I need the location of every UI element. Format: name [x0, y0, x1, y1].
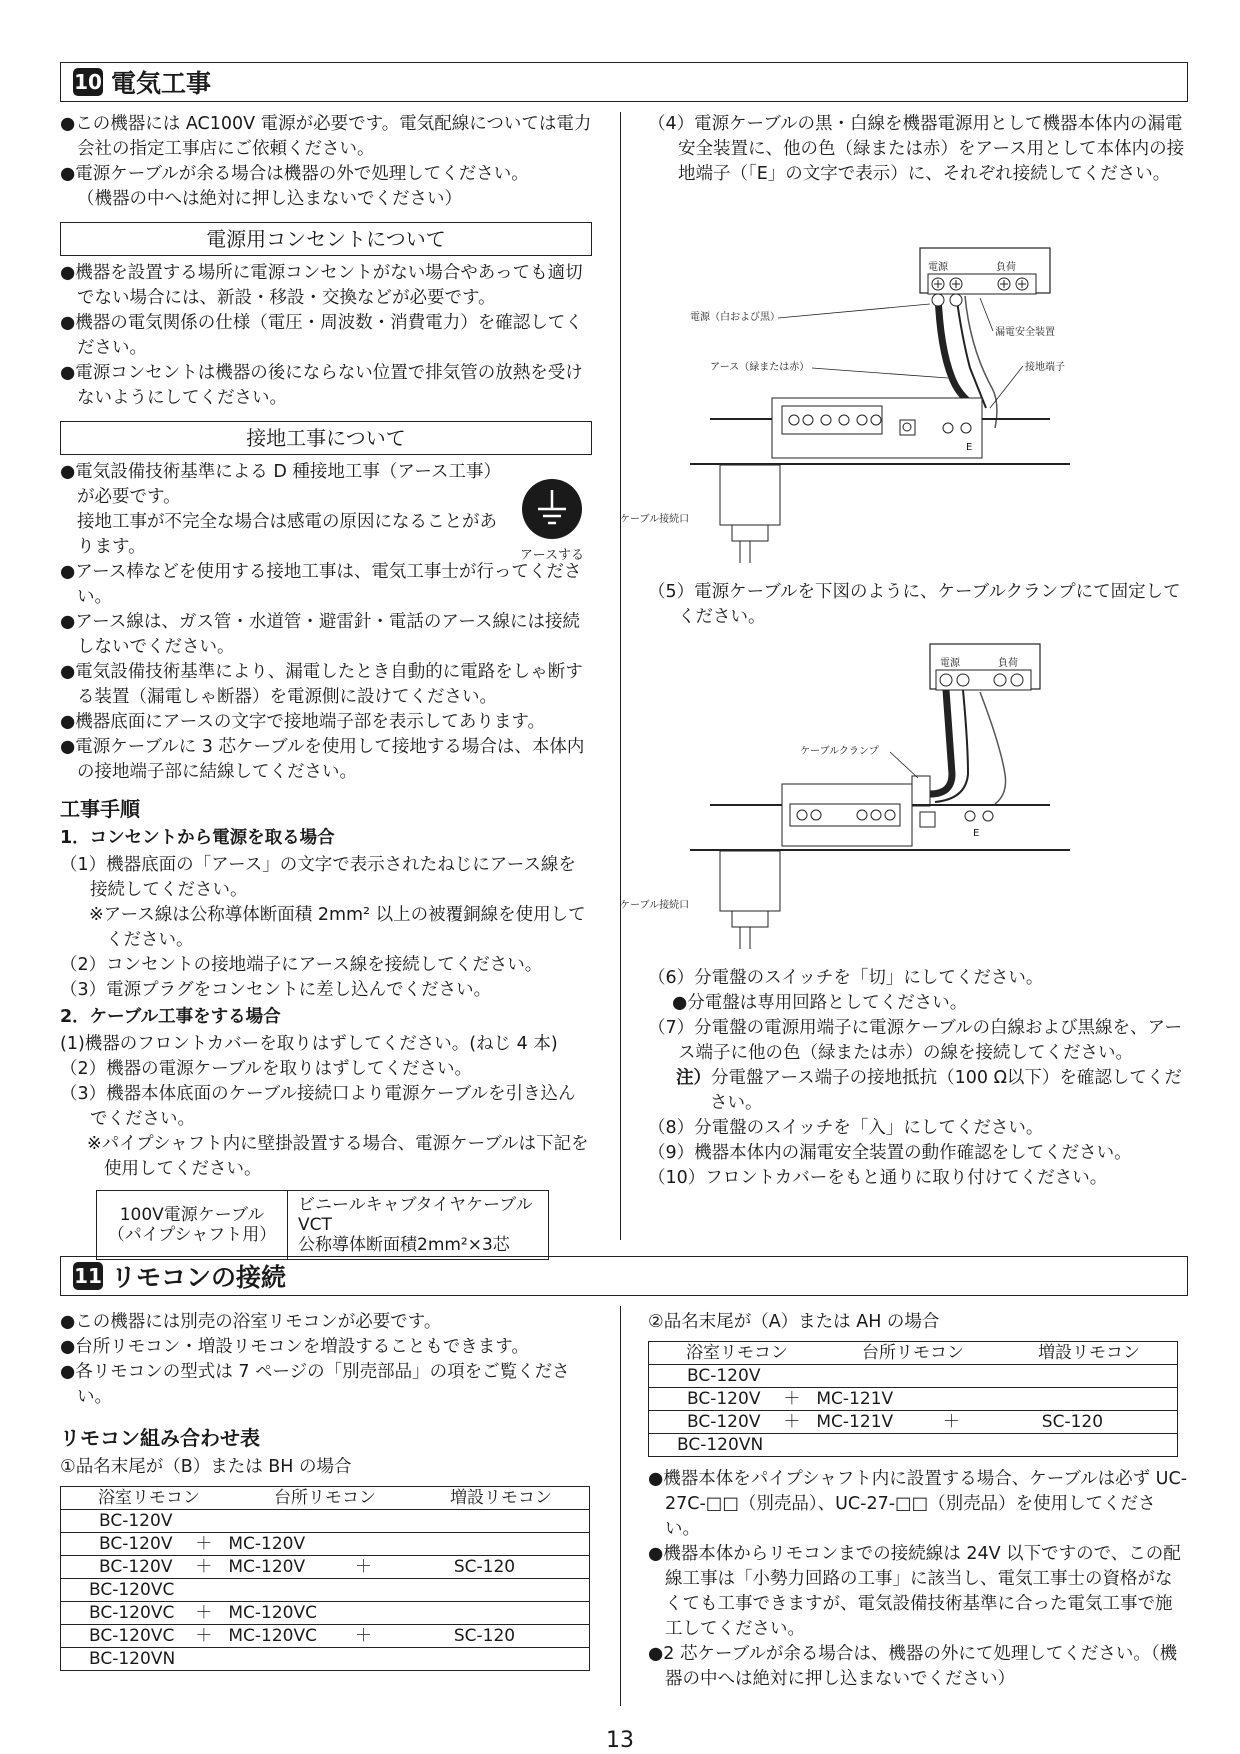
table-cell — [935, 1388, 968, 1411]
step-7-note — [648, 1066, 1188, 1116]
table-cell — [968, 1388, 1178, 1411]
table-cell: ＋ — [347, 1625, 380, 1648]
table-cell — [187, 1579, 220, 1602]
table-row — [61, 1648, 590, 1671]
diagram2-power-label: 電源 — [940, 658, 960, 669]
ground-item: ●電気設備技術基準による D 種接地工事（アース工事）が必要です。 — [60, 462, 501, 507]
procedure-title: 工事手順 — [60, 797, 140, 821]
procedure-2-title: 2．ケーブル工事をする場合 — [60, 1007, 281, 1027]
section-10-right-column — [648, 112, 1188, 187]
table-cell — [935, 1365, 968, 1388]
remote-intro-item: ●各リモコンの型式は 7 ページの「別売部品」の項をご覧ください。 — [60, 1362, 570, 1407]
table-cell: ＋ — [775, 1411, 808, 1434]
table-cell — [347, 1648, 380, 1671]
table-cell: MC-121V — [808, 1411, 934, 1434]
table-cell: BC-120V — [649, 1388, 776, 1411]
table-a-caption: ②品名末尾が（A）または AH の場合 — [648, 1312, 940, 1332]
table-row — [61, 1510, 590, 1533]
intro-item: ●電源ケーブルが余る場合は機器の外で処理してください。 — [60, 164, 529, 184]
table-cell: SC-120 — [968, 1411, 1178, 1434]
step-5-block — [648, 580, 1188, 630]
section-11-title: リモコンの接続 — [111, 1263, 287, 1292]
table-row — [61, 1625, 590, 1648]
earth-symbol — [512, 478, 592, 563]
table-cell: BC-120VN — [649, 1434, 776, 1457]
cable-spec-right — [288, 1191, 549, 1260]
procedure-step: （2）コンセントの接地端子にアース線を接続してください。 — [60, 955, 543, 975]
ground-note: 接地工事が不完全な場合は感電の原因になることがあります。 — [77, 512, 497, 557]
table-header-row — [649, 1342, 1178, 1365]
remote-table-a-body — [648, 1364, 1178, 1457]
ground-section-title: 接地工事について — [60, 421, 592, 455]
table-cell — [220, 1510, 347, 1533]
steps-6-10-block — [648, 966, 1188, 1191]
diagram2-clamp-label: ケーブルクランプ — [800, 746, 879, 757]
table-cell — [968, 1434, 1178, 1457]
table-cell: MC-120VC — [220, 1602, 347, 1625]
cable-spec-left — [97, 1191, 288, 1260]
table-cell: BC-120VC — [61, 1602, 188, 1625]
procedure-step: （3）電源プラグをコンセントに差し込んでください。 — [60, 980, 492, 1000]
step-4: （4）電源ケーブルの黒・白線を機器電源用として機器本体内の漏電安全装置に、他の色（緑または赤）をアース用として本体内の接地端子（「E」の文字で表示）に、それぞれ接続してください。 — [648, 114, 1185, 184]
procedure-step: （1）機器底面の「アース」の文字で表示されたねじにアース線を接続してください。 — [60, 855, 576, 900]
remote-note-item: ●2 芯ケーブルが余る場合は、機器の外にて処理してください。（機器の中へは絶対に押し込まないでください） — [648, 1644, 1178, 1689]
table-row — [649, 1411, 1178, 1434]
cable-spec-text: VCT — [298, 1215, 332, 1235]
wiring-diagram-2 — [620, 644, 1090, 954]
table-cell — [380, 1533, 590, 1556]
section-10-number: 10 — [74, 70, 102, 94]
remote-note-item: ●機器本体をパイプシャフト内に設置する場合、ケーブルは必ず UC-27C-□□（別売品）、UC-27-□□（別売品）を使用してください。 — [648, 1469, 1188, 1539]
table-cell: MC-120V — [220, 1556, 347, 1579]
ground-item: ●機器底面にアースの文字で接地端子部を表示してあります。 — [60, 712, 545, 732]
table-cell: ＋ — [187, 1556, 220, 1579]
column-divider — [620, 112, 621, 1240]
table-row — [649, 1388, 1178, 1411]
table-cell — [775, 1365, 808, 1388]
table-cell: BC-120V — [649, 1365, 776, 1388]
procedure-note: ※アース線は公称導体断面積 2mm² 以上の被覆銅線を使用してください。 — [89, 905, 586, 950]
procedure-step: （3）機器本体底面のケーブル接続口より電源ケーブルを引き込んでください。 — [60, 1084, 576, 1129]
header-cell: 台所リモコン — [237, 1487, 413, 1510]
earth-label: アースする — [520, 548, 584, 563]
cable-spec-table — [96, 1190, 549, 1260]
table-cell — [380, 1602, 590, 1625]
table-row — [61, 1602, 590, 1625]
remote-table-a — [648, 1341, 1178, 1365]
table-cell — [187, 1648, 220, 1671]
section-11-left-column — [60, 1310, 592, 1671]
table-cell — [808, 1434, 934, 1457]
table-cell — [347, 1510, 380, 1533]
table-cell — [347, 1602, 380, 1625]
diagram1-load-label: 負荷 — [996, 262, 1016, 273]
table-cell — [968, 1365, 1178, 1388]
header-cell: 増設リモコン — [413, 1487, 590, 1510]
note-text: 分電盤アース端子の接地抵抗（100 Ω以下）を確認してください。 — [710, 1068, 1182, 1113]
table-cell — [220, 1648, 347, 1671]
table-cell: MC-120V — [220, 1533, 347, 1556]
ground-item: ●電気設備技術基準により、漏電したとき自動的に電路をしゃ断する装置（漏電しゃ断器）を電源側に設けてください。 — [60, 662, 583, 707]
table-cell — [775, 1434, 808, 1457]
outlet-item: ●機器を設置する場所に電源コンセントがない場合やあっても適切でない場合には、新設・移設・交換などが必要です。 — [60, 263, 583, 308]
procedure-1-title: 1．コンセントから電源を取る場合 — [60, 828, 335, 848]
table-row — [649, 1434, 1178, 1457]
diagram2-cable-port-label: ケーブル接続口 — [620, 900, 690, 911]
header-cell: 浴室リモコン — [649, 1342, 826, 1365]
cable-spec-text: （パイプシャフト用） — [107, 1225, 277, 1245]
table-cell: ＋ — [187, 1602, 220, 1625]
step-6: （6）分電盤のスイッチを「切」にしてください。 — [648, 968, 1044, 988]
remote-intro-item: ●この機器には別売の浴室リモコンが必要です。 — [60, 1312, 442, 1332]
remote-table-b — [60, 1486, 590, 1510]
table-header-row — [61, 1487, 590, 1510]
table-cell: BC-120V — [649, 1411, 776, 1434]
step-8: （8）分電盤のスイッチを「入」にしてください。 — [648, 1118, 1044, 1138]
table-cell: ＋ — [187, 1625, 220, 1648]
procedure-note: ※パイプシャフト内に壁掛設置する場合、電源ケーブルは下記を使用してください。 — [87, 1134, 589, 1179]
procedure-step: (1)機器のフロントカバーを取りはずしてください。(ねじ 4 本) — [60, 1034, 558, 1054]
outlet-section-title: 電源用コンセントについて — [60, 222, 592, 256]
earth-ground-icon — [521, 478, 583, 540]
step-5: （5）電源ケーブルを下図のように、ケーブルクランプにて固定してください。 — [648, 582, 1181, 627]
diagram1-power-wires-label: 電源（白および黒） — [690, 312, 780, 323]
table-cell: BC-120VC — [61, 1579, 188, 1602]
section-11-header — [60, 1256, 1188, 1296]
table-cell — [808, 1365, 934, 1388]
diagram1-leak-device-label: 漏電安全装置 — [995, 327, 1055, 338]
table-cell: ＋ — [347, 1556, 380, 1579]
table-cell: MC-120VC — [220, 1625, 347, 1648]
header-cell: 増設リモコン — [1001, 1342, 1178, 1365]
cable-spec-text: ビニールキャブタイヤケーブル — [298, 1195, 533, 1215]
step-9: （9）機器本体内の漏電安全装置の動作確認をしてください。 — [648, 1143, 1132, 1163]
diagram2-e-mark: E — [973, 828, 980, 839]
table-cell — [380, 1510, 590, 1533]
step-10: （10）フロントカバーをもと通りに取り付けてください。 — [648, 1168, 1108, 1188]
table-cell — [935, 1434, 968, 1457]
intro-item: ●この機器には AC100V 電源が必要です。電気配線については電力会社の指定工事店にご依頼ください。 — [60, 114, 592, 159]
table-cell: BC-120V — [61, 1510, 188, 1533]
header-cell: 台所リモコン — [825, 1342, 1001, 1365]
intro-note: （機器の中へは絶対に押し込まないでください） — [77, 189, 462, 209]
table-cell: ＋ — [935, 1411, 968, 1434]
table-cell: SC-120 — [380, 1625, 590, 1648]
table-cell — [380, 1579, 590, 1602]
diagram1-e-mark: E — [966, 442, 973, 453]
table-cell — [347, 1579, 380, 1602]
step-6-sub: ●分電盤は専用回路としてください。 — [672, 993, 968, 1013]
procedure-step: （2）機器の電源ケーブルを取りはずしてください。 — [60, 1059, 473, 1079]
ground-item: ●アース線は、ガス管・水道管・避雷針・電話のアース線には接続しないでください。 — [60, 612, 580, 657]
table-cell: BC-120V — [61, 1533, 188, 1556]
remote-note-item: ●機器本体からリモコンまでの接続線は 24V 以下ですので、この配線工事は「小勢力回路の工事」に該当し、電気工事士の資格がなくても工事できますが、電気設備技術基準に合った電気工事で施工してください。 — [648, 1544, 1181, 1639]
cable-spec-text: 100V電源ケーブル — [119, 1205, 265, 1225]
ground-item: ●アース棒などを使用する接地工事は、電気工事士が行ってください。 — [60, 562, 582, 607]
page-number: 13 — [606, 1728, 634, 1753]
column-divider — [620, 1306, 621, 1706]
table-row — [61, 1579, 590, 1602]
section-10-left-column — [60, 112, 592, 1260]
section-11-number: 11 — [74, 1264, 102, 1288]
step-7: （7）分電盤の電源用端子に電源ケーブルの白線および黒線を、アース端子に他の色（緑または赤）の線を接続してください。 — [648, 1018, 1183, 1063]
section-11-right-column — [648, 1310, 1188, 1692]
table-cell — [187, 1510, 220, 1533]
diagram1-ground-terminal-label: 接地端子 — [1025, 362, 1065, 373]
remote-table-b-body — [60, 1509, 590, 1671]
table-cell: ＋ — [187, 1533, 220, 1556]
diagram1-earth-wire-label: アース（緑または赤） — [710, 362, 810, 373]
diagram2-load-label: 負荷 — [998, 658, 1018, 669]
table-cell: BC-120VC — [61, 1625, 188, 1648]
remote-table-title: リモコン組み合わせ表 — [60, 1426, 260, 1450]
table-cell — [347, 1533, 380, 1556]
section-10-header — [60, 62, 1188, 102]
ground-item: ●電源ケーブルに 3 芯ケーブルを使用して接地する場合は、本体内の接地端子部に結線してください。 — [60, 737, 585, 782]
table-row — [649, 1365, 1178, 1388]
diagram1-cable-port-label: ケーブル接続口 — [620, 514, 690, 525]
outlet-item: ●機器の電気関係の仕様（電圧・周波数・消費電力）を確認してください。 — [60, 313, 583, 358]
diagram1-power-label: 電源 — [928, 262, 948, 273]
remote-intro-item: ●台所リモコン・増設リモコンを増設することもできます。 — [60, 1337, 529, 1357]
table-cell: BC-120VN — [61, 1648, 188, 1671]
table-cell: ＋ — [775, 1388, 808, 1411]
table-row — [61, 1556, 590, 1579]
table-cell: SC-120 — [380, 1556, 590, 1579]
table-cell — [380, 1648, 590, 1671]
table-cell: MC-121V — [808, 1388, 934, 1411]
note-label: 注） — [676, 1068, 711, 1088]
table-cell — [220, 1579, 347, 1602]
section-10-title: 電気工事 — [111, 69, 212, 98]
outlet-item: ●電源コンセントは機器の後にならない位置で排気管の放熱を受けないようにしてください。 — [60, 363, 583, 408]
table-row — [61, 1533, 590, 1556]
table-b-caption: ①品名末尾が（B）または BH の場合 — [60, 1457, 352, 1477]
header-cell: 浴室リモコン — [61, 1487, 238, 1510]
wiring-diagram-1 — [620, 238, 1090, 568]
cable-spec-text: 公称導体断面積2mm²×3芯 — [298, 1235, 510, 1255]
table-cell: BC-120V — [61, 1556, 188, 1579]
